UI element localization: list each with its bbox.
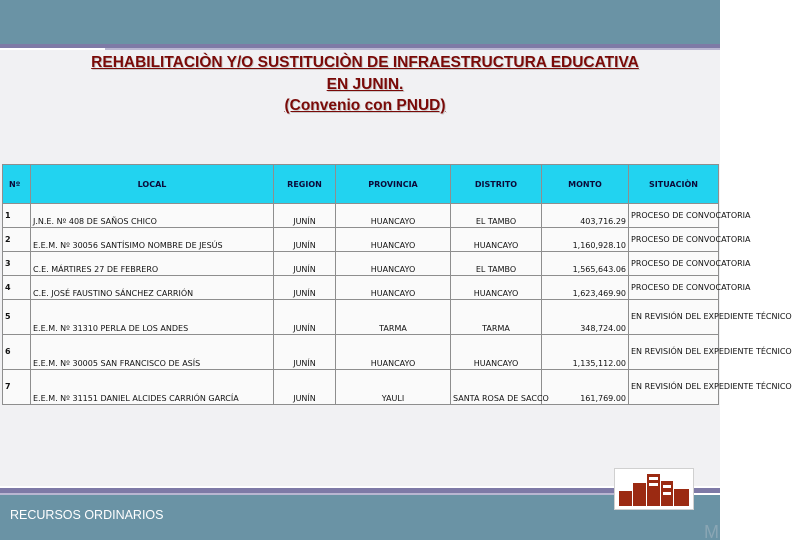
row-region: JUNÍN (274, 335, 336, 370)
row-local: E.E.M. Nº 31151 DANIEL ALCIDES CARRIÓN GARCÍA (31, 370, 274, 405)
row-situacion: EN REVISIÓN DEL EXPEDIENTE TÉCNICO (629, 335, 719, 370)
row-situacion: PROCESO DE CONVOCATORIA (629, 204, 719, 228)
row-provincia: HUANCAYO (336, 276, 451, 300)
row-provincia: TARMA (336, 300, 451, 335)
row-distrito: EL TAMBO (451, 204, 542, 228)
row-situacion: EN REVISIÓN DEL EXPEDIENTE TÉCNICO (629, 370, 719, 405)
top-band (0, 0, 720, 44)
row-monto: 1,623,469.90 (542, 276, 629, 300)
row-local: J.N.E. Nº 408 DE SAÑOS CHICO (31, 204, 274, 228)
title-line-2: EN JUNIN. (326, 75, 404, 93)
row-region: JUNÍN (274, 252, 336, 276)
row-distrito: SANTA ROSA DE SACCO (451, 370, 542, 405)
table-row (3, 228, 719, 252)
row-situacion: PROCESO DE CONVOCATORIA (629, 276, 719, 300)
table-row (3, 276, 719, 300)
row-provincia: HUANCAYO (336, 252, 451, 276)
row-number: 1 (3, 204, 31, 228)
row-provincia: HUANCAYO (336, 335, 451, 370)
header-monto: MONTO (542, 165, 629, 204)
row-monto: 161,769.00 (542, 370, 629, 405)
row-region: JUNÍN (274, 228, 336, 252)
row-situacion: PROCESO DE CONVOCATORIA (629, 228, 719, 252)
table-header-row (3, 165, 719, 204)
slide-title (20, 52, 710, 117)
row-local: E.E.M. Nº 30056 SANTÍSIMO NOMBRE DE JESÚS (31, 228, 274, 252)
row-monto: 1,160,928.10 (542, 228, 629, 252)
row-monto: 348,724.00 (542, 300, 629, 335)
table-row (3, 204, 719, 228)
row-number: 2 (3, 228, 31, 252)
row-number: 4 (3, 276, 31, 300)
header-situacion: SITUACIÒN (629, 165, 719, 204)
header-region: REGION (274, 165, 336, 204)
row-distrito: HUANCAYO (451, 228, 542, 252)
table-row (3, 252, 719, 276)
header-provincia: PROVINCIA (336, 165, 451, 204)
row-region: JUNÍN (274, 276, 336, 300)
row-monto: 1,565,643.06 (542, 252, 629, 276)
row-region: JUNÍN (274, 300, 336, 335)
title-line-1: REHABILITACIÒN Y/O SUSTITUCIÒN DE INFRAESTRUCTURA EDUCATIVA (91, 54, 639, 71)
table-row (3, 370, 719, 405)
row-region: JUNÍN (274, 204, 336, 228)
row-number: 3 (3, 252, 31, 276)
row-local: C.E. JOSÉ FAUSTINO SÁNCHEZ CARRIÓN (31, 276, 274, 300)
footer-label: RECURSOS ORDINARIOS (10, 508, 164, 522)
stepped-bars-logo-icon (614, 468, 694, 510)
header-local: LOCAL (31, 165, 274, 204)
table-row (3, 300, 719, 335)
header-number: Nº (3, 165, 31, 204)
projects-table (2, 164, 792, 405)
row-number: 5 (3, 300, 31, 335)
row-distrito: HUANCAYO (451, 276, 542, 300)
row-distrito: EL TAMBO (451, 252, 542, 276)
corner-mark: M (704, 522, 719, 542)
row-number: 7 (3, 370, 31, 405)
row-local: C.E. MÁRTIRES 27 DE FEBRERO (31, 252, 274, 276)
row-local: E.E.M. Nº 31310 PERLA DE LOS ANDES (31, 300, 274, 335)
row-distrito: HUANCAYO (451, 335, 542, 370)
row-local: E.E.M. Nº 30005 SAN FRANCISCO DE ASÍS (31, 335, 274, 370)
row-region: JUNÍN (274, 370, 336, 405)
header-distrito: DISTRITO (451, 165, 542, 204)
table-row (3, 335, 719, 370)
row-situacion: EN REVISIÓN DEL EXPEDIENTE TÉCNICO (629, 300, 719, 335)
row-number: 6 (3, 335, 31, 370)
row-monto: 1,135,112.00 (542, 335, 629, 370)
title-line-3: (Convenio con PNUD) (284, 97, 446, 114)
row-provincia: HUANCAYO (336, 204, 451, 228)
row-provincia: HUANCAYO (336, 228, 451, 252)
row-provincia: YAULI (336, 370, 451, 405)
row-monto: 403,716.29 (542, 204, 629, 228)
row-situacion: PROCESO DE CONVOCATORIA (629, 252, 719, 276)
row-distrito: TARMA (451, 300, 542, 335)
